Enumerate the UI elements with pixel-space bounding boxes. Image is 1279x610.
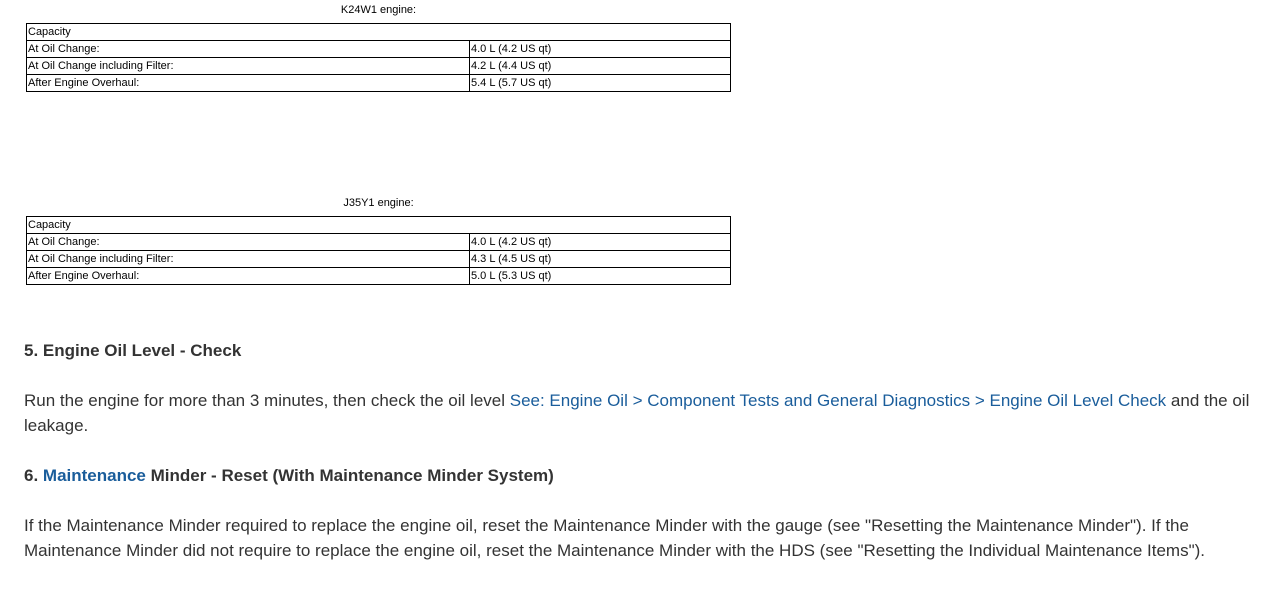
table-cell-value: 4.3 L (4.5 US qt)	[470, 251, 731, 268]
table-cell-value: 4.0 L (4.2 US qt)	[470, 234, 731, 251]
table-cell-label: After Engine Overhaul:	[27, 268, 470, 285]
table-cell-label: At Oil Change:	[27, 41, 470, 58]
step-6-paragraph: If the Maintenance Minder required to replace the engine oil, reset the Maintenance Minder with the gauge (see "Resetting the Maintenance Minder"). If the Maintenance Minder did not require to replace the engine oil, reset the Maintenance Minder with the HDS (see "Resetting the Individual Maintenance Items").	[24, 516, 1205, 560]
engine-oil-level-check-link[interactable]: See: Engine Oil > Component Tests and General Diagnostics > Engine Oil Level Check	[509, 391, 1167, 410]
j35y1-capacity-table	[26, 216, 731, 285]
k24w1-engine-title: K24W1 engine:	[340, 4, 417, 16]
table-cell-value: 4.2 L (4.4 US qt)	[470, 58, 731, 75]
step-5-text-before: Run the engine for more than 3 minutes, then check the oil level	[24, 391, 510, 410]
table-header-row	[27, 24, 731, 41]
table-header-capacity: Capacity	[27, 24, 731, 41]
k24w1-capacity-table	[26, 23, 731, 92]
step-6-heading	[24, 465, 554, 487]
step-5-heading: 5. Engine Oil Level - Check	[24, 341, 242, 360]
step-5-text-after: and the oil leakage.	[24, 391, 1250, 435]
table-cell-label: At Oil Change:	[27, 234, 470, 251]
table-row	[27, 58, 731, 75]
k24w1-capacity-block	[26, 3, 731, 92]
table-row	[27, 41, 731, 58]
table-cell-value: 5.4 L (5.7 US qt)	[470, 75, 731, 92]
table-cell-value: 5.0 L (5.3 US qt)	[470, 268, 731, 285]
step-5-paragraph	[24, 388, 1254, 438]
step-6-heading-prefix: 6.	[24, 466, 43, 485]
maintenance-link[interactable]: Maintenance	[42, 466, 146, 485]
table-row	[27, 251, 731, 268]
table-cell-value: 4.0 L (4.2 US qt)	[470, 41, 731, 58]
table-row	[27, 75, 731, 92]
table-header-row	[27, 217, 731, 234]
table-cell-label: At Oil Change including Filter:	[27, 58, 470, 75]
table-cell-label: After Engine Overhaul:	[27, 75, 470, 92]
table-header-capacity: Capacity	[27, 217, 731, 234]
table-row	[27, 268, 731, 285]
step-6-heading-suffix: Minder - Reset (With Maintenance Minder System)	[145, 466, 554, 485]
j35y1-engine-title: J35Y1 engine:	[343, 197, 414, 209]
j35y1-capacity-block	[26, 196, 731, 285]
table-row	[27, 234, 731, 251]
table-cell-label: At Oil Change including Filter:	[27, 251, 470, 268]
